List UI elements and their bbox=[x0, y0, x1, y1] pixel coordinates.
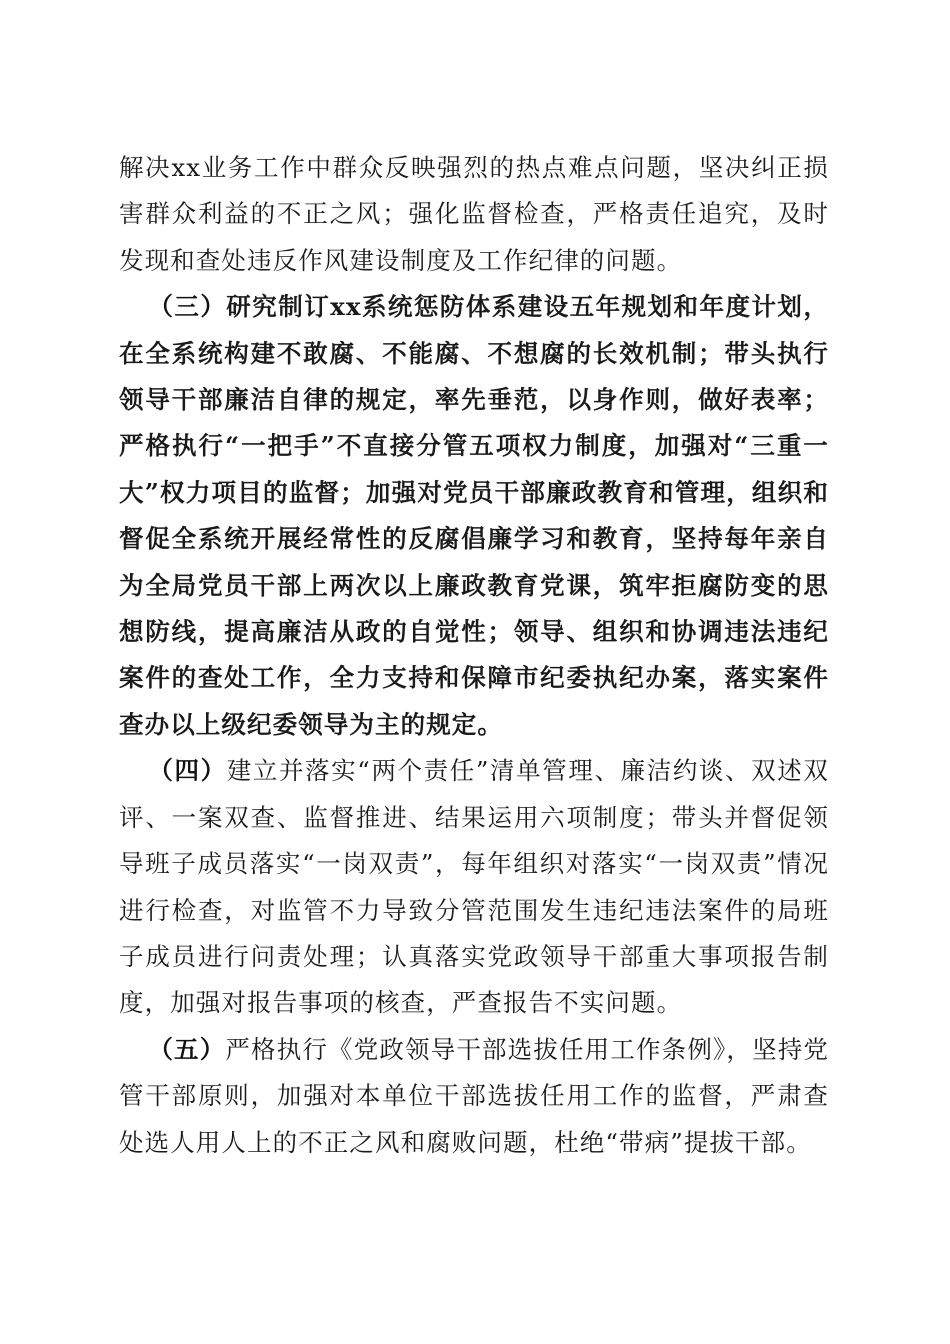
paragraph-number: （四） bbox=[148, 756, 227, 786]
paragraph-text: 建立并落实“两个责任”清单管理、廉洁约谈、双述双评、一案双查、监督推进、结果运用六项制度；带头并督促领导班子成员落实“一岗双责”，每年组织对落实“一岗双责”情况进行检查，对监管不力导致分管范围发生违纪违法案件的局班子成员进行问责处理；认真落实党政领导干部重大事项报告制度，加强对报告事项的核查，严查报告不实问题。 bbox=[119, 756, 829, 1018]
paragraph-3 bbox=[119, 284, 829, 748]
document-body bbox=[119, 145, 829, 1166]
paragraph-text: 严格执行《党政领导干部选拔任用工作条例》，坚持党管干部原则，加强对本单位干部选拔任用工作的监督，严肃查处选人用人上的不正之风和腐败问题，杜绝“带病”提拔干部。 bbox=[119, 1034, 829, 1157]
paragraph-text: 研究制订xx系统惩防体系建设五年规划和年度计划，在全系统构建不敢腐、不能腐、不想腐的长效机制；带头执行领导干部廉洁自律的规定，率先垂范，以身作则，做好表率；严格执行“一把手”不直接分管五项权力制度，加强对“三重一大”权力项目的监督；加强对党员干部廉政教育和管理，组织和督促全系统开展经常性的反腐倡廉学习和教育，坚持每年亲自为全局党员干部上两次以上廉政教育党课，筑牢拒腐防变的思想防线，提高廉洁从政的自觉性；领导、组织和协调违法违纪案件的查处工作，全力支持和保障市纪委执纪办案，落实案件查办以上级纪委领导为主的规定。 bbox=[119, 292, 829, 739]
paragraph-4 bbox=[119, 748, 829, 1026]
paragraph-continuation bbox=[119, 145, 829, 284]
paragraph-number: （五） bbox=[148, 1034, 226, 1064]
paragraph-number: （三） bbox=[148, 292, 227, 322]
paragraph-text: 解决xx业务工作中群众反映强烈的热点难点问题，坚决纠正损害群众利益的不正之风；强化监督检查，严格责任追究，及时发现和查处违反作风建设制度及工作纪律的问题。 bbox=[119, 153, 829, 275]
paragraph-5 bbox=[119, 1027, 829, 1166]
